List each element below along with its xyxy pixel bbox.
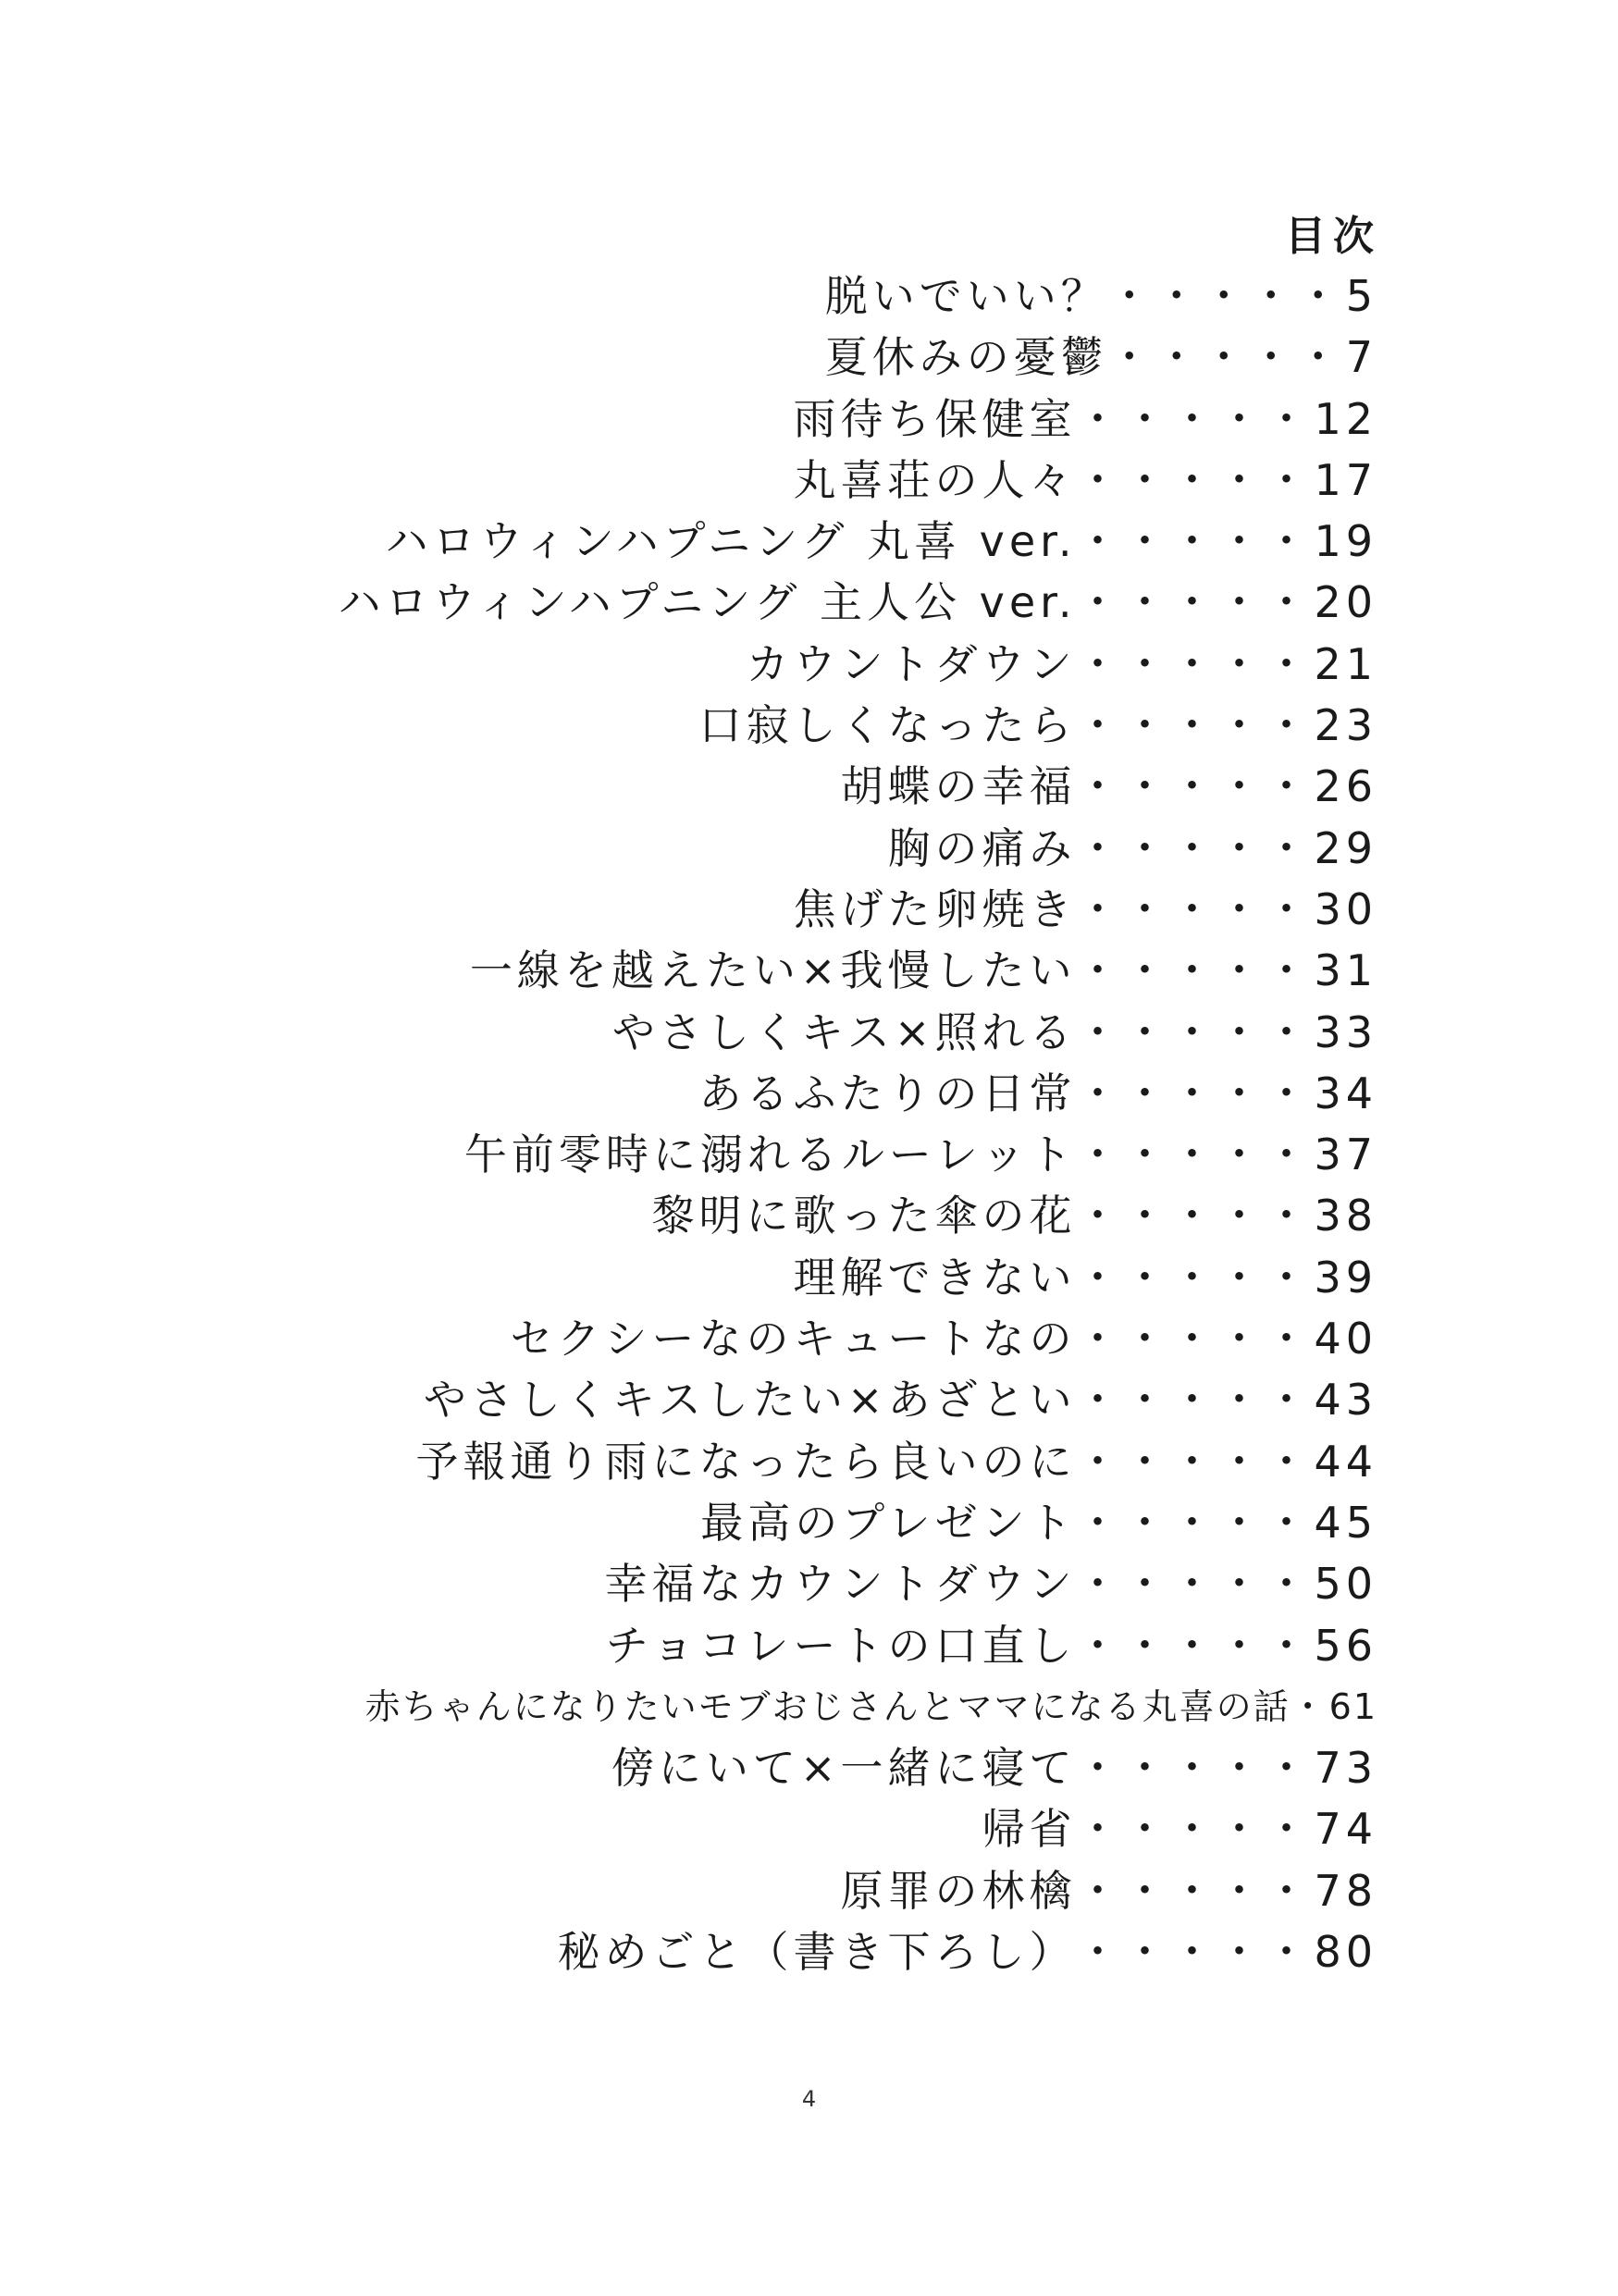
toc-entry-page: 45	[1314, 1497, 1377, 1548]
toc-entry-title: 予報通り雨になったら良いのに	[415, 1436, 1077, 1487]
toc-entry-title: 焦げた卵焼き	[793, 883, 1077, 934]
toc-entry-page: 33	[1314, 1006, 1377, 1057]
toc-entry	[82, 1676, 1377, 1737]
toc-entry-title: 雨待ち保健室	[793, 393, 1077, 444]
toc-entry-title: 口寂しくなったら	[698, 700, 1077, 751]
toc-entry-title: ハロウィンハプニング 丸喜 ver.	[385, 516, 1077, 567]
toc-entry	[82, 1063, 1377, 1124]
toc-entry	[82, 572, 1377, 633]
toc-entry-title: 幸福なカウントダウン	[604, 1559, 1077, 1610]
toc-entry-leader: ・・・・・	[1107, 271, 1344, 321]
toc-entry-page: 17	[1314, 454, 1377, 505]
toc-entry-page: 30	[1314, 883, 1377, 934]
toc-entry-leader: ・・・・・	[1076, 577, 1313, 628]
table-of-contents	[82, 208, 1381, 1982]
toc-entry-title: セクシーなのキュートなの	[510, 1314, 1077, 1364]
toc-entry-page: 26	[1314, 761, 1377, 812]
toc-entry-leader: ・・・・・	[1076, 1620, 1313, 1671]
toc-entry	[82, 1002, 1377, 1063]
toc-entry-page: 29	[1314, 822, 1377, 873]
toc-entry-leader: ・・・・・	[1076, 393, 1313, 444]
toc-entry-title: やさしくキス×照れる	[611, 1006, 1077, 1057]
toc-entry-title: チョコレートの口直し	[605, 1620, 1077, 1671]
toc-entry-leader: ・・・・・	[1076, 516, 1313, 567]
toc-entry	[82, 1124, 1377, 1185]
toc-entry-page: 31	[1314, 945, 1377, 996]
toc-entry-page: 50	[1314, 1559, 1377, 1610]
toc-entry	[82, 879, 1377, 940]
toc-entry-page: 78	[1314, 1865, 1377, 1916]
toc-entry-title: 原罪の林檎	[840, 1865, 1077, 1916]
toc-entry-title: 最高のプレゼント	[700, 1497, 1077, 1548]
toc-entry-leader: ・・・・・	[1076, 1375, 1313, 1426]
toc-entry-title: 午前零時に溺れるルーレット	[463, 1129, 1077, 1180]
toc-entry-leader: ・・・・・	[1076, 1436, 1313, 1487]
toc-entry-page: 38	[1314, 1191, 1377, 1241]
toc-entry-leader: ・・・・・	[1076, 1743, 1313, 1794]
toc-entry-leader: ・・・・・	[1076, 945, 1313, 996]
toc-entry	[82, 634, 1377, 695]
toc-entry-leader: ・・・・・	[1076, 761, 1313, 812]
toc-entry-leader: ・・・・・	[1076, 1865, 1313, 1916]
toc-entry-page: 40	[1314, 1314, 1377, 1364]
toc-entry-title: 脱いでいい？	[824, 271, 1108, 321]
toc-entry-page: 56	[1314, 1620, 1377, 1671]
toc-entry-title: 傍にいて×一緒に寝て	[611, 1743, 1077, 1794]
toc-entry	[82, 1308, 1377, 1369]
toc-entry-page: 23	[1314, 700, 1377, 751]
toc-entry-page: 34	[1314, 1068, 1377, 1118]
toc-entry	[82, 756, 1377, 817]
toc-entry	[82, 1431, 1377, 1492]
toc-entry-page: 39	[1314, 1252, 1377, 1302]
toc-entry-title: あるふたりの日常	[698, 1068, 1077, 1118]
toc-entry-leader: ・・・・・	[1076, 822, 1313, 873]
toc-entry-title: 一線を越えたい×我慢したい	[469, 945, 1077, 996]
toc-entry-page: 5	[1345, 271, 1377, 321]
toc-entry-leader: ・・・・・	[1076, 1497, 1313, 1548]
toc-entry-leader: ・・・・・	[1076, 1252, 1313, 1302]
toc-entry-title: カウントダウン	[746, 638, 1077, 689]
toc-entry	[82, 389, 1377, 450]
toc-entry-title: やさしくキスしたい×あざとい	[423, 1375, 1077, 1426]
page-number: 4	[801, 2086, 817, 2112]
toc-entry-leader: ・・・・・	[1076, 1559, 1313, 1610]
toc-entry-page: 61	[1328, 1685, 1377, 1727]
toc-heading: 目次	[1285, 213, 1381, 260]
toc-entry	[82, 1860, 1377, 1921]
toc-entry-page: 21	[1314, 638, 1377, 689]
toc-entry	[82, 1492, 1377, 1553]
toc-entry-page: 74	[1314, 1804, 1377, 1855]
toc-entry-leader: ・・・・・	[1076, 1191, 1313, 1241]
toc-entry-page: 73	[1314, 1743, 1377, 1794]
toc-entry	[82, 818, 1377, 879]
toc-entry-title: ハロウィンハプニング 主人公 ver.	[338, 577, 1077, 628]
toc-entry	[82, 1185, 1377, 1246]
toc-entry	[82, 1921, 1377, 1982]
toc-entry-leader: ・・・・・	[1076, 1068, 1313, 1118]
toc-entry-page: 37	[1314, 1129, 1377, 1180]
toc-entry-page: 43	[1314, 1375, 1377, 1426]
toc-entry-page: 19	[1314, 516, 1377, 567]
toc-entry	[82, 940, 1377, 1001]
toc-entry-leader: ・・・・・	[1076, 638, 1313, 689]
toc-entry-leader: ・・・・・	[1076, 1314, 1313, 1364]
toc-entry-leader: ・・・・・	[1076, 883, 1313, 934]
toc-entry	[82, 1553, 1377, 1614]
toc-entry-leader: ・・・・・	[1076, 1006, 1313, 1057]
toc-entry-page: 20	[1314, 577, 1377, 628]
toc-entry-leader: ・・・・・	[1076, 700, 1313, 751]
toc-entry	[82, 327, 1377, 388]
toc-entry	[82, 1798, 1377, 1859]
toc-entry	[82, 695, 1377, 756]
toc-entry	[82, 265, 1377, 327]
toc-entry-page: 80	[1314, 1927, 1377, 1978]
toc-entry-title: 丸喜荘の人々	[793, 454, 1077, 505]
toc-entry-leader: ・・・・・	[1076, 1804, 1313, 1855]
toc-entry	[82, 450, 1377, 511]
toc-list	[82, 265, 1377, 1982]
toc-entry-page: 7	[1345, 332, 1377, 383]
toc-entry-leader: ・・・・・	[1107, 332, 1344, 383]
toc-entry-title: 胡蝶の幸福	[840, 761, 1077, 812]
toc-entry-leader: ・	[1290, 1685, 1328, 1727]
toc-entry-title: 黎明に歌った傘の花	[651, 1191, 1077, 1241]
toc-entry-page: 12	[1314, 393, 1377, 444]
toc-entry-title: 赤ちゃんになりたいモブおじさんとママになる丸喜の話	[364, 1685, 1291, 1727]
toc-entry	[82, 1737, 1377, 1798]
toc-entry-title: 理解できない	[793, 1252, 1077, 1302]
toc-entry-title: 帰省	[982, 1804, 1077, 1855]
toc-entry	[82, 1369, 1377, 1430]
toc-entry-leader: ・・・・・	[1076, 1129, 1313, 1180]
toc-entry-leader: ・・・・・	[1076, 454, 1313, 505]
toc-entry	[82, 1247, 1377, 1308]
toc-entry-title: 胸の痛み	[887, 822, 1077, 873]
toc-entry	[82, 511, 1377, 572]
toc-entry-title: 夏休みの憂鬱	[824, 332, 1108, 383]
toc-entry-title: 秘めごと（書き下ろし）	[557, 1927, 1077, 1978]
toc-entry-page: 44	[1314, 1436, 1377, 1487]
toc-entry	[82, 1615, 1377, 1676]
toc-entry-leader: ・・・・・	[1076, 1927, 1313, 1978]
